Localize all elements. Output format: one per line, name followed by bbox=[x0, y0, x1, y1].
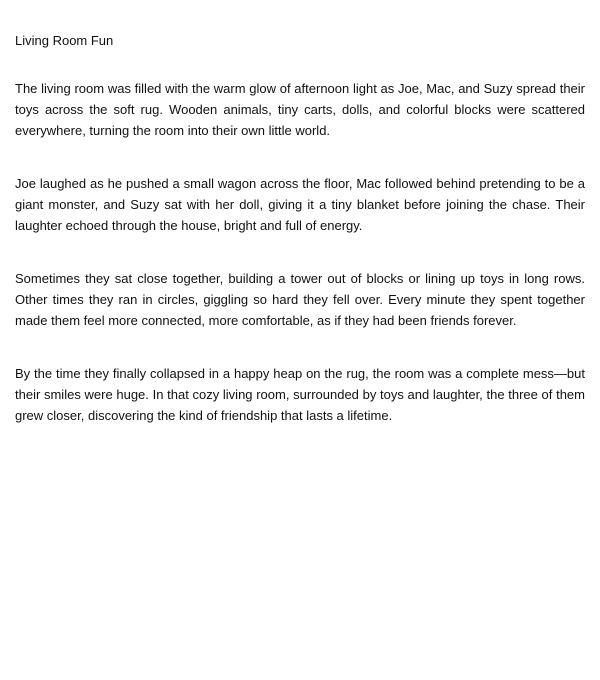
paragraph-3: Sometimes they sat close together, building a tower out of blocks or lining up toys in long rows. Other times they ran in circles, giggling so hard they fell over. Every minute they spent together made them feel more connected, more comfortable, as if they had been friends forever. bbox=[15, 271, 585, 328]
paragraph-4: By the time they finally collapsed in a happy heap on the rug, the room was a complete mess—but their smiles were huge. In that cozy living room, surrounded by toys and laughter, the three of them grew closer, discovering the kind of friendship that lasts a lifetime. bbox=[15, 366, 585, 423]
paragraph-1: The living room was filled with the warm glow of afternoon light as Joe, Mac, and Suzy spread their toys across the soft rug. Wooden animals, tiny carts, dolls, and colorful blocks were scattered everywhere, turning the room into their own little world. bbox=[15, 81, 585, 138]
document-title: Living Room Fun bbox=[15, 33, 114, 48]
paragraph-2: Joe laughed as he pushed a small wagon across the floor, Mac followed behind pretending to be a giant monster, and Suzy sat with her doll, giving it a tiny blanket before joining the chase. Their laughter echoed through the house, bright and full of energy. bbox=[15, 176, 585, 233]
